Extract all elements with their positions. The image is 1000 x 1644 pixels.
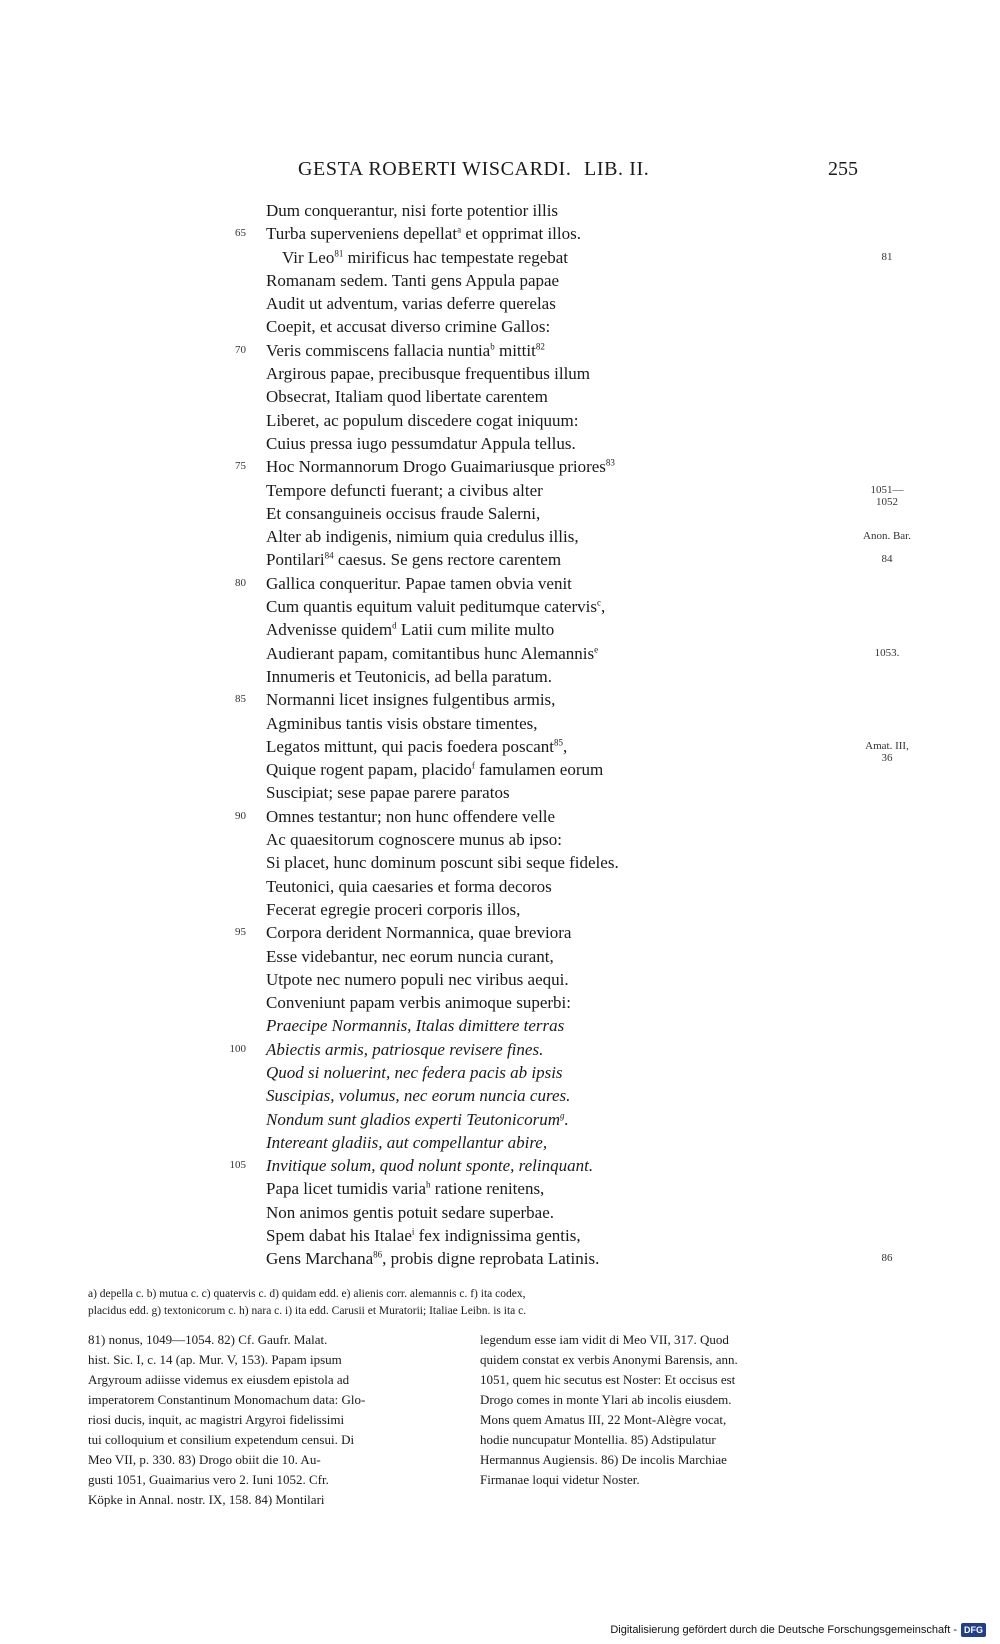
header-book: LIB. II. — [584, 158, 650, 180]
line-number: 90 — [235, 809, 246, 822]
footnote-line: hist. Sic. I, c. 14 (ap. Mur. V, 153). Papam ipsum — [88, 1352, 342, 1367]
verse-text — [266, 1177, 544, 1200]
verse-text — [266, 688, 555, 711]
line-number: 100 — [229, 1042, 246, 1055]
verse-text — [266, 875, 552, 898]
critical-apparatus — [88, 1286, 868, 1320]
verse-segment: Teutonici, quia caesaries et forma decoros — [266, 876, 552, 896]
verse-line — [0, 455, 1000, 478]
header-title: GESTA ROBERTI WISCARDI. — [298, 158, 572, 180]
footnote-line: 81) nonus, 1049—1054. 82) Cf. Gaufr. Malat. — [88, 1332, 328, 1347]
verse-segment: Fecerat egregie proceri corporis illos, — [266, 899, 521, 919]
verse-segment: Cuius pressa iugo pessumdatur Appula tellus. — [266, 433, 576, 453]
verse-segment: Omnes testantur; non hunc offendere velle — [266, 806, 556, 826]
verse-segment: caesus. Se gens rectore carentem — [333, 550, 562, 570]
verse-segment: Esse videbantur, nec eorum nuncia curant, — [266, 946, 554, 966]
verse-text — [266, 898, 520, 921]
verse-text — [266, 525, 579, 548]
line-number: 75 — [235, 460, 246, 473]
verse-text — [266, 1108, 569, 1131]
verse-text — [266, 385, 548, 408]
verse-line — [0, 828, 1000, 851]
verse-line — [0, 618, 1000, 641]
verse-text — [266, 828, 562, 851]
verse-segment: Obsecrat, Italiam quod libertate carentem — [266, 387, 548, 407]
verse-line — [0, 292, 1000, 315]
footnote-line: Köpke in Annal. nostr. IX, 158. 84) Montilari — [88, 1492, 325, 1507]
line-number: 70 — [235, 343, 246, 356]
verse-segment: mittit — [494, 340, 536, 360]
verse-text — [266, 572, 572, 595]
note-marker: 85 — [553, 737, 563, 748]
margin-note: 81 — [881, 250, 893, 263]
verse-segment: Nondum sunt gladios experti Teutonicorum — [266, 1109, 561, 1129]
verse-segment: Quique rogent papam, placido — [266, 760, 472, 780]
note-marker: h — [426, 1179, 431, 1190]
verse-segment: Invitique solum, quod nolunt sponte, relinquant. — [266, 1156, 594, 1176]
verse-segment: Legatos mittunt, qui pacis foedera poscant — [266, 736, 554, 756]
verse-text — [266, 548, 561, 571]
verse-text — [266, 781, 510, 804]
verse-text — [266, 1131, 547, 1154]
footnote-line: hodie nuncupatur Montellia. 85) Adstipulatur — [480, 1432, 716, 1447]
verse-line — [0, 432, 1000, 455]
verse-segment: , — [562, 736, 568, 756]
verse-segment: , — [600, 597, 606, 617]
verse-segment: et opprimat illos. — [461, 224, 581, 244]
verse-line — [0, 362, 1000, 385]
verse-text — [266, 851, 619, 874]
verse-line — [0, 595, 1000, 618]
colophon-text: Digitalisierung gefördert durch die Deutsche Forschungsgemeinschaft - — [610, 1624, 957, 1636]
verse-line — [0, 1201, 1000, 1224]
footnote-line: Drogo comes in monte Ylari ab incolis eiusdem. — [480, 1392, 732, 1407]
verse-line — [0, 246, 1000, 269]
verse-segment: Audit ut adventum, varias deferre querelas — [266, 294, 556, 314]
verse-line — [0, 409, 1000, 432]
verse-segment: Audierant papam, comitantibus hunc Alemannis — [266, 643, 595, 663]
verse-line — [0, 525, 1000, 548]
verse-segment: Cum quantis equitum valuit peditumque catervis — [266, 597, 597, 617]
verse-line — [0, 1108, 1000, 1131]
verse-text — [266, 1061, 563, 1084]
verse-line — [0, 898, 1000, 921]
verse-text — [266, 269, 559, 292]
verse-segment: Turba superveniens depellat — [266, 224, 458, 244]
verse-block — [0, 199, 1000, 1271]
verse-text — [266, 1201, 554, 1224]
verse-segment: Corpora derident Normannica, quae breviora — [266, 923, 572, 943]
margin-note: 1051— 1052 — [870, 483, 904, 508]
footnote-line: Meo VII, p. 330. 83) Drogo obiit die 10. Au- — [88, 1452, 321, 1467]
verse-text — [266, 1224, 581, 1247]
colophon — [610, 1623, 986, 1637]
verse-line — [0, 758, 1000, 781]
verse-line — [0, 921, 1000, 944]
note-marker: i — [411, 1226, 415, 1237]
verse-text — [266, 292, 556, 315]
verse-text — [266, 222, 581, 245]
dfg-logo: DFG — [961, 1623, 986, 1637]
verse-segment: Veris commiscens fallacia nuntia — [266, 340, 491, 360]
verse-line — [0, 875, 1000, 898]
verse-line — [0, 665, 1000, 688]
footnote-line: Mons quem Amatus III, 22 Mont-Alègre vocat, — [480, 1412, 727, 1427]
verse-segment: Latii cum milite multo — [396, 620, 555, 640]
verse-text — [266, 1038, 543, 1061]
verse-text — [266, 595, 605, 618]
verse-line — [0, 1224, 1000, 1247]
verse-segment: . — [564, 1109, 569, 1129]
verse-text — [266, 712, 538, 735]
verse-line — [0, 199, 1000, 222]
footnotes-left-column — [88, 1330, 468, 1510]
verse-text — [266, 921, 571, 944]
verse-segment: Liberet, ac populum discedere cogat iniquum: — [266, 410, 579, 430]
verse-line — [0, 479, 1000, 508]
margin-note: Anon. Bar. — [863, 530, 911, 543]
verse-line — [0, 1177, 1000, 1200]
verse-line — [0, 502, 1000, 525]
verse-segment: Coepit, et accusat diverso crimine Gallos: — [266, 317, 551, 337]
verse-segment: Suscipias, volumus, nec eorum nuncia cures. — [266, 1086, 571, 1106]
verse-segment: Gens Marchana — [266, 1249, 374, 1269]
note-marker: 83 — [605, 457, 615, 468]
apparatus-row: a) depella c. b) mutua c. c) quatervis c. d) quidam edd. e) alienis corr. alemannis c. f) ita codex, — [88, 1288, 526, 1300]
verse-line — [0, 851, 1000, 874]
verse-text — [266, 432, 576, 455]
verse-segment: Abiectis armis, patriosque revisere fines. — [266, 1039, 544, 1059]
footnote-line: quidem constat ex verbis Anonymi Barensis, ann. — [480, 1352, 738, 1367]
note-marker: b — [490, 341, 495, 352]
verse-segment: fex indignissima gentis, — [414, 1226, 581, 1246]
verse-segment: Romanam sedem. Tanti gens Appula papae — [266, 270, 560, 290]
verse-line — [0, 1247, 1000, 1270]
verse-text — [266, 1154, 593, 1177]
verse-segment: Ac quaesitorum cognoscere munus ab ipso: — [266, 830, 563, 850]
footnote-line: Argyroum adiisse videmus ex eiusdem epistola ad — [88, 1372, 350, 1387]
verse-segment: Innumeris et Teutonicis, ad bella paratum. — [266, 666, 552, 686]
verse-line — [0, 222, 1000, 245]
note-marker: a — [457, 224, 462, 235]
verse-text — [266, 199, 558, 222]
verse-text — [266, 1084, 570, 1107]
verse-segment: Tempore defuncti fuerant; a civibus alter — [266, 480, 543, 500]
footnote-line: Hermannus Augiensis. 86) De incolis Marchiae — [480, 1452, 727, 1467]
verse-segment: Agminibus tantis visis obstare timentes, — [266, 713, 538, 733]
footnote-line: Firmanae loqui videtur Noster. — [480, 1472, 640, 1487]
running-header — [298, 158, 858, 188]
margin-note: Amat. III, 36 — [865, 739, 909, 764]
page-number: 255 — [828, 158, 858, 180]
verse-segment: Si placet, hunc dominum poscunt sibi seque fideles. — [266, 853, 619, 873]
note-marker: 84 — [324, 550, 334, 561]
verse-segment: Vir Leo — [282, 247, 335, 267]
footnote-line: gusti 1051, Guaimarius vero 2. Iuni 1052. Cfr. — [88, 1472, 329, 1487]
verse-text — [282, 246, 568, 269]
verse-segment: ratione renitens, — [430, 1179, 545, 1199]
footnotes-right-column — [480, 1330, 860, 1490]
verse-line — [0, 339, 1000, 362]
verse-text — [266, 1247, 599, 1270]
verse-segment: Et consanguineis occisus fraude Salerni, — [266, 503, 541, 523]
line-number: 65 — [235, 227, 246, 240]
footnote-line: tui colloquium et consilium expetendum censui. Di — [88, 1432, 355, 1447]
verse-text — [266, 479, 543, 502]
verse-segment: Suscipiat; sese papae parere paratos — [266, 783, 510, 803]
verse-segment: Praecipe Normannis, Italas dimittere terras — [266, 1016, 565, 1036]
verse-segment: Spem dabat his Italae — [266, 1226, 412, 1246]
margin-note: 84 — [881, 553, 893, 566]
footnote-line: legendum esse iam vidit di Meo VII, 317. Quod — [480, 1332, 729, 1347]
verse-segment: Conveniunt papam verbis animoque superbi: — [266, 993, 571, 1013]
verse-segment: Utpote nec numero populi nec viribus aequi. — [266, 969, 569, 989]
verse-text — [266, 968, 569, 991]
note-marker: 86 — [373, 1249, 383, 1260]
verse-text — [266, 1014, 564, 1037]
verse-text — [266, 991, 571, 1014]
verse-segment: Normanni licet insignes fulgentibus armis, — [266, 690, 556, 710]
verse-line — [0, 945, 1000, 968]
verse-segment: famulamen eorum — [474, 760, 604, 780]
note-marker: e — [594, 643, 599, 654]
note-marker: g — [560, 1109, 565, 1120]
verse-segment: Pontilari — [266, 550, 325, 570]
verse-text — [266, 502, 540, 525]
verse-line — [0, 548, 1000, 571]
verse-text — [266, 945, 554, 968]
note-marker: f — [471, 760, 475, 771]
verse-line — [0, 1084, 1000, 1107]
verse-segment: Non animos gentis potuit sedare superbae. — [266, 1202, 554, 1222]
verse-text — [266, 618, 554, 641]
apparatus-row: placidus edd. g) textonicorum c. h) nara c. i) ita edd. Carusii et Muratorii; Italiae Leibn. is ita c. — [88, 1305, 527, 1317]
margin-note: 86 — [881, 1252, 893, 1265]
verse-segment: Quod si noluerint, nec federa pacis ab ipsis — [266, 1062, 563, 1082]
verse-text — [266, 409, 579, 432]
verse-line — [0, 991, 1000, 1014]
line-number: 105 — [229, 1159, 246, 1172]
verse-segment: mirificus hac tempestate regebat — [343, 247, 569, 267]
margin-note: 1053. — [874, 646, 900, 659]
verse-segment: Hoc Normannorum Drogo Guaimariusque priores — [266, 457, 606, 477]
verse-line — [0, 688, 1000, 711]
verse-text — [266, 805, 555, 828]
verse-segment: Alter ab indigenis, nimium quia credulus illis, — [266, 527, 579, 547]
verse-text — [266, 339, 545, 362]
verse-line — [0, 1014, 1000, 1037]
verse-line — [0, 1061, 1000, 1084]
verse-text — [266, 735, 567, 758]
verse-segment: Argirous papae, precibusque frequentibus illum — [266, 364, 591, 384]
verse-line — [0, 781, 1000, 804]
line-number: 85 — [235, 693, 246, 706]
verse-segment: Intereant gladiis, aut compellantur abire, — [266, 1132, 548, 1152]
verse-segment: Advenisse quidem — [266, 620, 393, 640]
verse-line — [0, 315, 1000, 338]
verse-line — [0, 712, 1000, 735]
verse-text — [266, 758, 603, 781]
verse-line — [0, 1131, 1000, 1154]
note-marker: 81 — [334, 247, 344, 258]
footnote-line: riosi ducis, inquit, ac magistri Argyroi fidelissimi — [88, 1412, 345, 1427]
line-number: 80 — [235, 576, 246, 589]
verse-line — [0, 805, 1000, 828]
verse-text — [266, 642, 598, 665]
verse-line — [0, 572, 1000, 595]
verse-segment: Papa licet tumidis varia — [266, 1179, 427, 1199]
verse-line — [0, 642, 1000, 665]
line-number: 95 — [235, 926, 246, 939]
note-marker: 82 — [535, 341, 545, 352]
verse-line — [0, 385, 1000, 408]
verse-segment: Dum conquerantur, nisi forte potentior illis — [266, 201, 559, 220]
verse-text — [266, 315, 550, 338]
footnote-line: 1051, quem hic secutus est Noster: Et occisus est — [480, 1372, 736, 1387]
footnote-line: imperatorem Constantinum Monomachum data: Glo- — [88, 1392, 366, 1407]
verse-segment: , probis digne reprobata Latinis. — [382, 1249, 600, 1269]
verse-line — [0, 269, 1000, 292]
verse-line — [0, 1154, 1000, 1177]
verse-segment: Gallica conqueritur. Papae tamen obvia venit — [266, 573, 572, 593]
verse-line — [0, 968, 1000, 991]
verse-text — [266, 665, 552, 688]
note-marker: c — [596, 597, 601, 608]
verse-text — [266, 362, 590, 385]
verse-text — [266, 455, 615, 478]
verse-line — [0, 735, 1000, 764]
note-marker: d — [392, 620, 397, 631]
verse-line — [0, 1038, 1000, 1061]
